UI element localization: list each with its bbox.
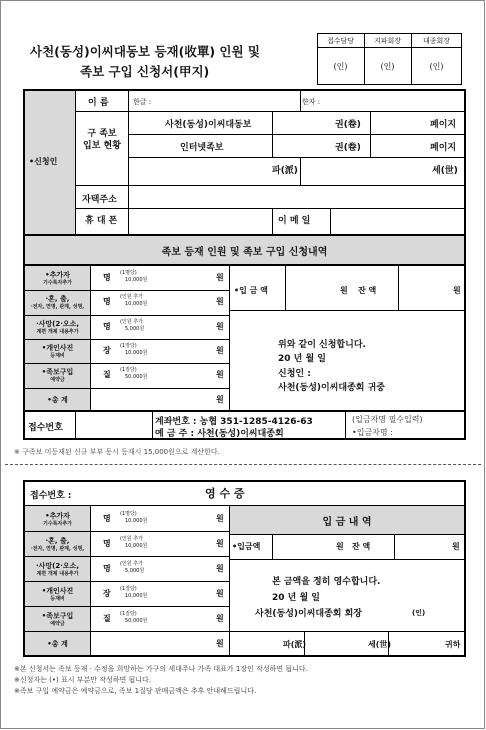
receipt-fee-won-1: 원 <box>216 538 224 548</box>
reception-label: 접수번호 <box>28 423 63 433</box>
top-fee-divider-4 <box>25 363 229 364</box>
note-top: ※ 구족보 미등재된 신규 부부 동시 등재시 15,000원으로 계산한다. <box>14 448 220 456</box>
receipt-deposit-won-2: 원 <box>452 542 460 551</box>
mobile-label: 휴 대 폰 <box>85 216 118 226</box>
receipt-fee-price-3: 10,000원 <box>125 592 148 599</box>
receipt-se-label: 세(世) <box>368 640 392 649</box>
top-fee-divider-3 <box>25 339 229 340</box>
top-fee-price-note-1: (인원 추가 <box>120 294 143 301</box>
top-fee-label-main-0: •추가자 <box>45 271 70 280</box>
top-fee-label-1 <box>25 290 90 314</box>
receipt-fee-label-sub-1: ·전자, 연명, 관계, 성명, <box>30 545 85 552</box>
receipt-fee-price-note-3: (1장당) <box>120 585 137 592</box>
receipt-fee-price-note-0: (1명당) <box>120 510 137 517</box>
receipt-fee-price-note-1: (인원 추가 <box>120 535 143 542</box>
top-fee-label-4 <box>25 363 90 387</box>
title-line-1: 사천(동성)이씨대동보 등재(收單) 인원 및 <box>30 44 260 59</box>
receipt-fee-won-2: 원 <box>216 563 224 573</box>
note-bottom-1: ※본 신청서는 족보 등재 · 수정을 희망하는 가구의 세대주나 가족 대표가 1장인 작성하면 됩니다. <box>14 665 308 673</box>
receipt-fee-label-0 <box>25 506 90 531</box>
top-fee-unit-1: 명 <box>103 297 111 307</box>
request-line-3: 신청인 : <box>278 369 311 379</box>
top-fee-won-1: 원 <box>216 297 224 307</box>
receipt-fee-divider-2 <box>25 556 229 557</box>
cut-line <box>5 464 481 465</box>
receipt-seal: (인) <box>412 609 426 617</box>
receipt-fee-won-3: 원 <box>216 588 224 598</box>
receipt-fee-label-1 <box>25 531 90 556</box>
top-fee-label-main-4: •족보구입 <box>41 368 74 377</box>
receipt-fee-label-main-4: •족보구입 <box>41 611 74 620</box>
receipt-fee-label-sub-0: 기수록자추가 <box>43 520 72 527</box>
top-fee-label-sub-2: 계편 개제 내용추가 <box>36 328 79 335</box>
email-label: 이 메 일 <box>278 216 311 226</box>
receipt-fee-price-1: 10,000원 <box>125 542 148 549</box>
receipt-balance-label: 잔 액 <box>352 542 371 551</box>
receipt-fee-label-main-3: •개인사진 <box>41 586 74 595</box>
title-line-2: 족보 구입 신청서(甲지) <box>80 64 210 79</box>
approval-seal-3: (인) <box>429 62 444 71</box>
receipt-title: 영 수 증 <box>205 487 245 500</box>
request-line-1: 위와 같이 신청합니다. <box>278 340 366 350</box>
receipt-fee-won-4: 원 <box>216 613 224 623</box>
bank-holder-line: 예 금 주 : 사천(동성)이씨대종회 <box>155 429 284 439</box>
top-fee-price-0: 10,000원 <box>125 277 148 284</box>
approval-header-branch: 지파회장 <box>373 36 402 45</box>
top-fee-label-5 <box>25 388 90 412</box>
holdings-label-line1: 구 족보 <box>87 129 117 139</box>
receipt-deposit-won-1: 원 <box>336 542 344 551</box>
applicant-section-label: •신청인 <box>29 157 58 166</box>
receipt-fee-price-0: 10,000원 <box>125 517 148 524</box>
receipt-fee-price-2: 5,000원 <box>125 567 145 574</box>
top-fee-label-3 <box>25 339 90 363</box>
se-label: 세(世) <box>432 166 458 176</box>
book-1-name: 사천(동성)이씨대동보 <box>165 120 252 130</box>
top-fee-unit-4: 질 <box>103 370 111 380</box>
top-fee-label-main-2: ·사망(2·오소, <box>35 319 80 328</box>
top-fee-price-note-0: (1명당) <box>120 270 137 277</box>
receipt-fee-unit-1: 명 <box>103 538 111 548</box>
top-fee-price-4: 50,000원 <box>125 374 148 381</box>
holdings-label-line2: 입보 현황 <box>83 141 121 151</box>
top-fee-label-main-3: •개인사진 <box>41 344 74 353</box>
hanja-label: 한자 : <box>302 98 321 106</box>
receipt-confirm-line-2: 20 년 월 일 <box>272 593 321 603</box>
top-fee-won-0: 원 <box>216 273 224 283</box>
receipt-fee-price-note-4: (1질당) <box>120 610 137 617</box>
top-fee-won-2: 원 <box>216 321 224 331</box>
pa-label: 파(派) <box>272 166 298 176</box>
top-fee-label-0 <box>25 266 90 290</box>
deposit-won-1: 원 <box>340 286 348 295</box>
receipt-fee-label-main-5: •총 계 <box>47 639 68 648</box>
receipt-fee-won-5: 원 <box>216 638 224 648</box>
book-1-page-label: 페이지 <box>430 120 457 130</box>
top-fee-unit-2: 명 <box>103 321 111 331</box>
approval-header-reception: 접수담당 <box>326 36 355 45</box>
top-fee-price-note-3: (1장당) <box>120 343 137 350</box>
receipt-confirm-line-3: 사천(동성)이씨대종회 회장 <box>255 609 362 619</box>
note-bottom-3: ※족보 구입 예약금은 예약금으로, 족보 1질당 판매금액은 추후 안내해드립니다. <box>14 687 257 695</box>
depositor-name-label: •입금자명 : <box>352 428 393 437</box>
receipt-fee-divider-4 <box>25 606 229 607</box>
receipt-fee-label-4 <box>25 606 90 631</box>
book-2-page-label: 페이지 <box>430 143 457 153</box>
receipt-fee-divider-3 <box>25 581 229 582</box>
top-fee-price-note-2: (인원 추가 <box>120 318 143 325</box>
top-fee-price-1: 10,000원 <box>125 301 148 308</box>
top-fee-price-note-4: (1질당) <box>120 367 137 374</box>
receipt-fee-won-0: 원 <box>216 513 224 523</box>
top-fee-won-5: 원 <box>216 394 224 404</box>
top-fee-label-sub-1: ·전자, 연명, 관계, 성명, <box>30 304 85 311</box>
receipt-pa-label: 파(派) <box>283 640 307 649</box>
top-fee-price-3: 10,000원 <box>125 350 148 357</box>
receipt-fee-price-note-2: (인원 추가 <box>120 560 143 567</box>
top-fee-unit-3: 장 <box>103 346 111 356</box>
request-line-2: 20 년 월 일 <box>278 354 327 364</box>
top-fee-price-2: 5,000원 <box>125 325 145 332</box>
hangul-label: 한글 : <box>133 98 152 106</box>
approval-seal-2: (인) <box>380 62 395 71</box>
request-line-4: 사천(동성)이씨대종회 귀중 <box>278 383 385 393</box>
receipt-fee-unit-0: 명 <box>103 513 111 523</box>
receipt-fee-label-sub-2: 계편 개제 내용추가 <box>36 570 79 577</box>
receipt-fee-label-sub-3: 등재비 <box>50 595 65 602</box>
top-fee-label-sub-3: 등재비 <box>50 353 65 360</box>
receipt-fee-label-2 <box>25 556 90 581</box>
receipt-gwiha: 귀하 <box>445 640 461 649</box>
deposit-label: •입 금 액 <box>234 286 268 295</box>
top-fee-label-2 <box>25 315 90 339</box>
name-label: 이 름 <box>88 98 109 108</box>
book-1-volume-label: 권(卷) <box>335 120 361 130</box>
bank-account-line: 계좌번호 : 농협 351-1285-4126-63 <box>155 417 313 427</box>
top-fee-divider-1 <box>25 290 229 291</box>
top-fee-unit-0: 명 <box>103 273 111 283</box>
receipt-fee-label-main-1: ·혼, 출, <box>45 536 70 545</box>
receipt-fee-unit-4: 질 <box>103 613 111 623</box>
receipt-fee-label-5 <box>25 631 90 656</box>
holdings-label <box>76 128 128 152</box>
top-fee-divider-2 <box>25 315 229 316</box>
approval-header-chairman: 대종회장 <box>422 36 451 45</box>
receipt-fee-divider-5 <box>25 631 229 632</box>
note-bottom-2: ※신청자는 (•) 표시 부분만 작성하면 됩니다. <box>14 676 151 684</box>
book-2-volume-label: 권(卷) <box>335 143 361 153</box>
receipt-fee-label-main-2: ·사망(2·오소, <box>35 561 80 570</box>
receipt-fee-label-3 <box>25 581 90 606</box>
receipt-fee-unit-2: 명 <box>103 563 111 573</box>
section-title: 족보 등재 인원 및 족보 구입 신청내역 <box>23 236 466 266</box>
receipt-fee-divider-1 <box>25 531 229 532</box>
balance-label: 잔 액 <box>358 286 377 295</box>
top-fee-label-main-1: ·혼, 출, <box>45 295 70 304</box>
approval-seal-1: (인) <box>333 62 348 71</box>
top-fee-label-main-5: •총 계 <box>47 395 68 404</box>
receipt-deposit-header: 입 금 내 역 <box>230 506 464 534</box>
receipt-fee-unit-3: 장 <box>103 588 111 598</box>
top-fee-won-3: 원 <box>216 346 224 356</box>
receipt-fee-price-4: 50,000원 <box>125 617 148 624</box>
top-fee-label-sub-0: 기수록자추가 <box>43 280 72 287</box>
top-fee-label-sub-4: 예약금 <box>50 377 65 384</box>
deposit-won-2: 원 <box>453 286 461 295</box>
receipt-confirm-line-1: 본 금액을 정히 영수합니다. <box>272 577 381 587</box>
depositor-required-note: (입금자명 필수입력) <box>352 415 423 424</box>
receipt-fee-label-main-0: •추가자 <box>45 511 70 520</box>
receipt-fee-label-sub-4: 예약금 <box>50 620 65 627</box>
receipt-reception-label: 접수번호 : <box>30 491 72 501</box>
top-fee-won-4: 원 <box>216 370 224 380</box>
top-fee-divider-5 <box>25 388 229 389</box>
address-label: 자택주소 <box>82 195 117 205</box>
book-2-name: 인터넷족보 <box>180 143 224 153</box>
receipt-deposit-label: •입금액 <box>232 542 261 551</box>
